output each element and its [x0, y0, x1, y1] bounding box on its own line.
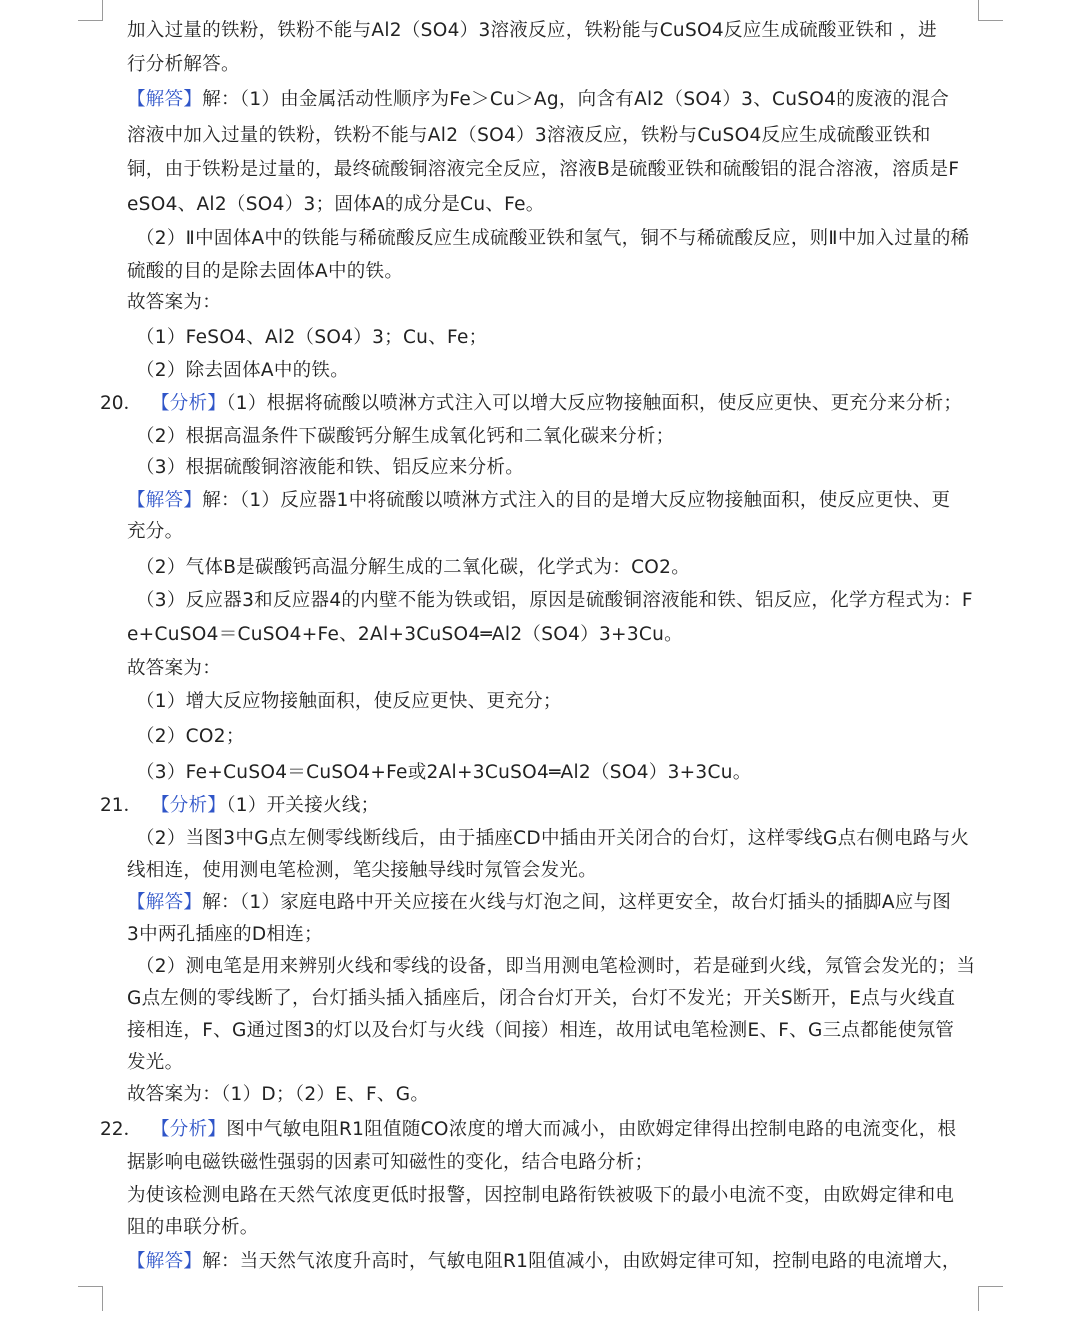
text-line: 阻的串联分析。	[127, 1217, 259, 1238]
page-corner-mark	[78, 0, 103, 21]
analysis-tag: 【分析】	[151, 393, 227, 414]
page-corner-mark	[978, 1286, 1003, 1311]
answer-line: 【解答】解：（1）反应器1中将硫酸以喷淋方式注入的目的是增大反应物接触面积，使反应更快、更	[127, 490, 951, 511]
answer-tag: 【解答】	[127, 892, 203, 913]
text-line: 铜，由于铁粉是过量的，最终硫酸铜溶液完全反应，溶液B是硫酸亚铁和硫酸铝的混合溶液，溶质是F	[127, 159, 960, 180]
question-number: 21．	[100, 795, 143, 816]
text-line: 故答案为：	[127, 292, 222, 313]
text-line: （2）测电笔是用来辨别火线和零线的设备，即当用测电笔检测时，若是碰到火线，氖管会发光的；当	[136, 956, 976, 977]
text-line: G点左侧的零线断了，台灯插头插入插座后，闭合台灯开关，台灯不发光；开关S断开，E点与火线直	[127, 988, 956, 1009]
question-number: 20．	[100, 393, 143, 414]
text-line: 故答案为：（1）D；（2）E、F、G。	[127, 1084, 430, 1105]
text-line: 发光。	[127, 1052, 184, 1073]
text-line: 故答案为：	[127, 658, 222, 679]
text-line: （2）Ⅱ中固体A中的铁能与稀硫酸反应生成硫酸亚铁和氢气，铜不与稀硫酸反应，则Ⅱ中加入过量的稀	[136, 228, 970, 249]
analysis-line: 【分析】（1）根据将硫酸以喷淋方式注入可以增大反应物接触面积，使反应更快、更充分来分析；	[151, 393, 963, 414]
text-line: （3）根据硫酸铜溶液能和铁、铝反应来分析。	[136, 457, 525, 478]
question-number: 22．	[100, 1119, 143, 1140]
answer-line: 【解答】解：当天然气浓度升高时，气敏电阻R1阻值减小，由欧姆定律可知，控制电路的电流增大，	[127, 1251, 961, 1272]
text-line: （2）当图3中G点左侧零线断线后，由于插座CD中插由开关闭合的台灯，这样零线G点右侧电路与火	[136, 828, 970, 849]
text-line: （1）增大反应物接触面积，使反应更快、更充分；	[136, 691, 562, 712]
text-line: 线相连，使用测电笔检测，笔尖接触导线时氖管会发光。	[127, 860, 598, 881]
text-line: （2）根据高温条件下碳酸钙分解生成氧化钙和二氧化碳来分析；	[136, 426, 675, 447]
text-line: 接相连，F、G通过图3的灯以及台灯与火线（间接）相连，故用试电笔检测E、F、G三点都能使氖管	[127, 1020, 955, 1041]
text-line: 加入过量的铁粉，铁粉不能与Al2（SO4）3溶液反应，铁粉能与CuSO4反应生成硫酸亚铁和 ，进	[127, 20, 937, 41]
text-line: （3）反应器3和反应器4的内壁不能为铁或铝，原因是硫酸铜溶液能和铁、铝反应，化学方程式为：F	[136, 590, 973, 611]
analysis-line: 【分析】（1）开关接火线；	[151, 795, 380, 816]
text-line: e+CuSO4＝CuSO4+Fe、2Al+3CuSO4═Al2（SO4）3+3Cu。	[127, 624, 683, 645]
analysis-line: 【分析】图中气敏电阻R1阻值随CO浓度的增大而减小，由欧姆定律得出控制电路的电流变化，根	[151, 1119, 957, 1140]
text-line: 据影响电磁铁磁性强弱的因素可知磁性的变化，结合电路分析；	[127, 1152, 654, 1173]
text-line: （1）FeSO4、Al2（SO4）3；Cu、Fe；	[136, 327, 488, 348]
page-corner-mark	[978, 0, 1003, 21]
text-line: 充分。	[127, 521, 184, 542]
text-line: eSO4、Al2（SO4）3；固体A的成分是Cu、Fe。	[127, 194, 545, 215]
text-line: 硫酸的目的是除去固体A中的铁。	[127, 261, 404, 282]
answer-line: 【解答】解：（1）由金属活动性顺序为Fe＞Cu＞Ag，向含有Al2（SO4）3、CuSO4的废液的混合	[127, 89, 950, 110]
text-line: （2）气体B是碳酸钙高温分解生成的二氧化碳，化学式为：CO2。	[136, 557, 691, 578]
page-corner-mark	[78, 1286, 103, 1311]
text-line: （2）CO2；	[136, 726, 245, 747]
analysis-tag: 【分析】	[151, 1119, 227, 1140]
analysis-tag: 【分析】	[151, 795, 227, 816]
text-line: （2）除去固体A中的铁。	[136, 360, 350, 381]
answer-tag: 【解答】	[127, 89, 203, 110]
text-line: 溶液中加入过量的铁粉，铁粉不能与Al2（SO4）3溶液反应，铁粉与CuSO4反应生成硫酸亚铁和	[127, 125, 931, 146]
text-line: （3）Fe+CuSO4＝CuSO4+Fe或2Al+3CuSO4═Al2（SO4）3+3Cu。	[136, 762, 752, 783]
answer-tag: 【解答】	[127, 1251, 203, 1272]
answer-line: 【解答】解：（1）家庭电路中开关应接在火线与灯泡之间，这样更安全，故台灯插头的插脚A应与图	[127, 892, 952, 913]
text-line: 行分析解答。	[127, 54, 240, 75]
text-line: 3中两孔插座的D相连；	[127, 924, 323, 945]
text-line: 为使该检测电路在天然气浓度更低时报警，因控制电路衔铁被吸下的最小电流不变，由欧姆定律和电	[127, 1185, 955, 1206]
answer-tag: 【解答】	[127, 490, 203, 511]
